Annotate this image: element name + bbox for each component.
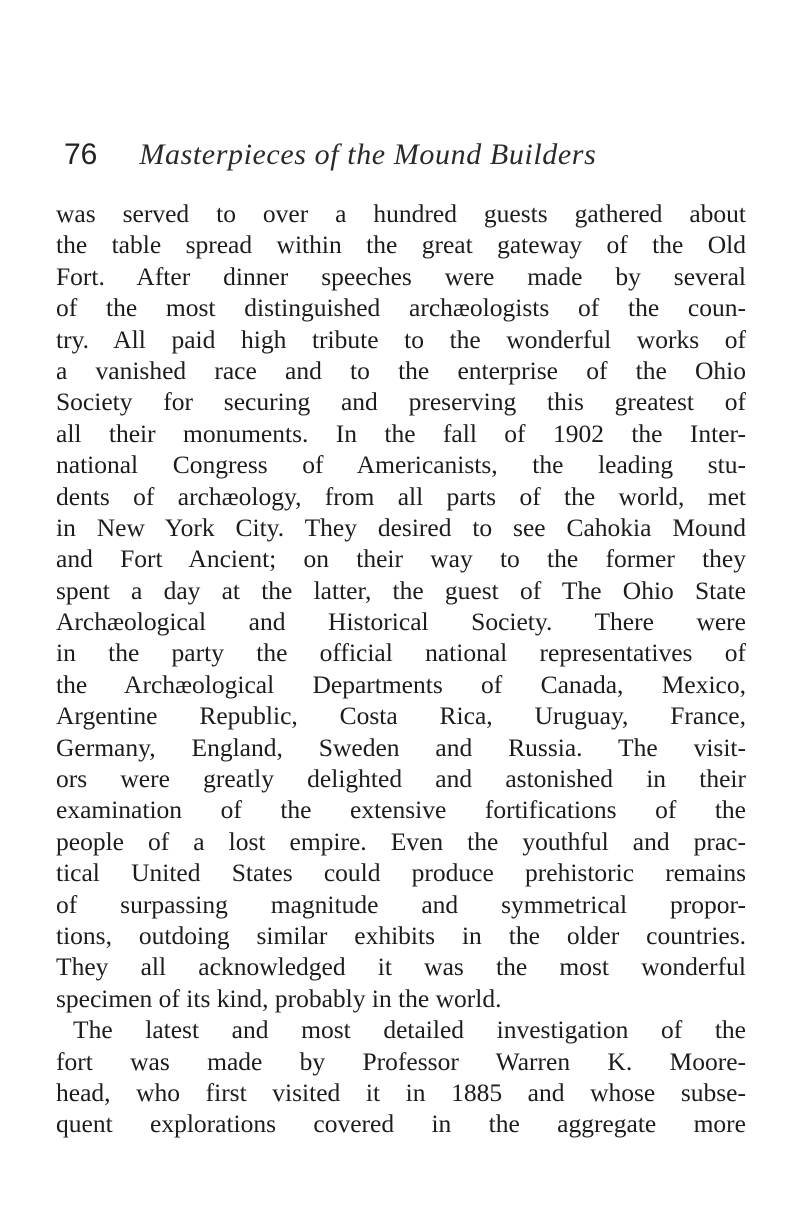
text-line: Fort. After dinner speeches were made by several <box>56 261 746 291</box>
text-line: all their monuments. In the fall of 1902 the Inter- <box>56 418 746 448</box>
text-line: national Congress of Americanists, the leading stu- <box>56 450 746 480</box>
running-head <box>64 138 744 188</box>
text-line: spent a day at the latter, the guest of The Ohio State <box>56 575 746 605</box>
text-line: quent explorations covered in the aggregate more <box>56 1109 746 1139</box>
text-line: examination of the extensive fortifications of the <box>56 795 746 825</box>
paragraph-start-line: The latest and most detailed investigation of the <box>73 1015 746 1045</box>
text-line: They all acknowledged it was the most wonderful <box>56 952 746 982</box>
text-line: in the party the official national representatives of <box>56 638 746 668</box>
running-title: Masterpieces of the Mound Builders <box>139 138 597 171</box>
text-line: of the most distinguished archæologists of the coun- <box>56 293 746 323</box>
text-line: and Fort Ancient; on their way to the former they <box>56 544 746 574</box>
body-text <box>56 198 746 1140</box>
text-line: Society for securing and preserving this greatest of <box>56 387 746 417</box>
text-line: try. All paid high tribute to the wonderful works of <box>56 324 746 354</box>
text-line: of surpassing magnitude and symmetrical propor- <box>56 889 746 919</box>
paragraph-end-line: specimen of its kind, probably in the world. <box>56 983 502 1013</box>
text-line: Germany, England, Sweden and Russia. The visit- <box>56 732 746 762</box>
text-line: head, who first visited it in 1885 and whose subse- <box>56 1077 746 1107</box>
text-line: dents of archæology, from all parts of the world, met <box>56 481 746 511</box>
text-line: in New York City. They desired to see Cahokia Mound <box>56 512 746 542</box>
text-line: fort was made by Professor Warren K. Moore- <box>56 1046 746 1076</box>
text-line: ors were greatly delighted and astonished in their <box>56 764 746 794</box>
text-line: a vanished race and to the enterprise of the Ohio <box>56 355 746 385</box>
text-line: was served to over a hundred guests gathered about <box>56 199 746 228</box>
text-line: the Archæological Departments of Canada, Mexico, <box>56 669 746 699</box>
text-line: the table spread within the great gateway of the Old <box>56 230 746 260</box>
text-line: tions, outdoing similar exhibits in the older countries. <box>56 920 746 950</box>
text-line: tical United States could produce prehistoric remains <box>56 858 746 888</box>
page-number: 76 <box>64 138 98 171</box>
text-line: Argentine Republic, Costa Rica, Uruguay, France, <box>56 701 746 731</box>
text-line: people of a lost empire. Even the youthful and prac- <box>56 826 746 856</box>
text-line: Archæological and Historical Society. There were <box>56 607 746 637</box>
